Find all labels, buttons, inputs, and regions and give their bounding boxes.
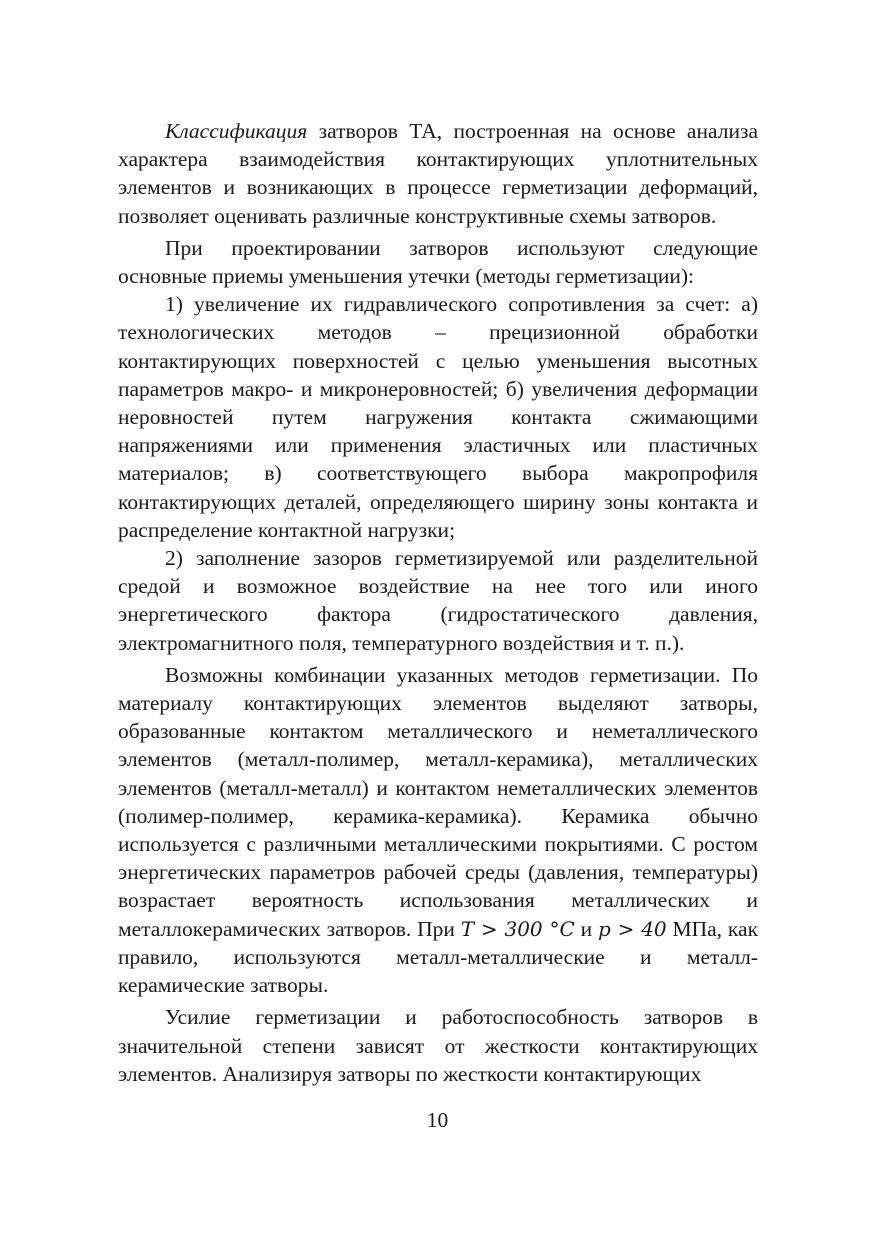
term-classification: Классификация — [165, 119, 308, 143]
paragraph-classification — [118, 117, 758, 230]
paragraph-text: затворов ТА, построенная на основе анализа характера взаимодействия контактирующих уплотнительных элементов и возникающих в процессе герметизации деформаций, позволяет оценивать различные конструктивные схемы затворов. — [118, 119, 758, 228]
formula-temperature: T > 300 °C — [460, 916, 575, 941]
paragraph-text: и — [574, 916, 598, 941]
list-item-1: 1) увеличение их гидравлического сопротивления за счет: а) технологических методов – прецизионной обработки контактирующих поверхностей с целью уменьшения высотных параметров макро- и микронеровностей; б) увеличения деформации неровностей путем нагружения контакта сжимающими напряжениями или применения эластичных или пластичных материалов; в) соответствующего выбора макропрофиля контактирующих деталей, определяющего ширину зоны контакта и распределение контактной нагрузки; — [118, 292, 758, 542]
list-item-2: 2) заполнение зазоров герметизируемой или разделительной средой и возможное воздействие на нее того или иного энергетического фактора (гидростатического давления, электромагнитного поля, температурного воздействия и т. п.). — [118, 546, 758, 655]
paragraph-sealing-force: Усилие герметизации и работоспособность затворов в значительной степени зависят от жесткости контактирующих элементов. Анализируя затворы по жесткости контактирующих — [118, 1005, 758, 1086]
paragraph-combinations — [118, 661, 758, 999]
formula-pressure: p > 40 — [597, 916, 667, 941]
paragraph-text: МПа, как правило, используются металл-металлические и металл-керамические затворы. — [118, 916, 759, 998]
page-number: 10 — [426, 1108, 449, 1132]
paragraph-text: Возможны комбинации указанных методов герметизации. По материалу контактирующих элементов выделяют затворы, образованные контактом металлического и неметаллического элементов (металл-полимер, металл-керамика), металлических элементов (металл-металл) и контактом неметаллических элементов (полимер-полимер, керамика-керамика). Керамика обычно используется с различными металлическими покрытиями. С ростом энергетических параметров рабочей среды (давления, температуры) возрастает вероятность использования металлических и металлокерамических затворов. При — [118, 662, 758, 941]
paragraph-design-methods: При проектировании затворов используют следующие основные приемы уменьшения утечки (методы герметизации): — [118, 235, 758, 289]
page-body — [118, 117, 758, 1088]
